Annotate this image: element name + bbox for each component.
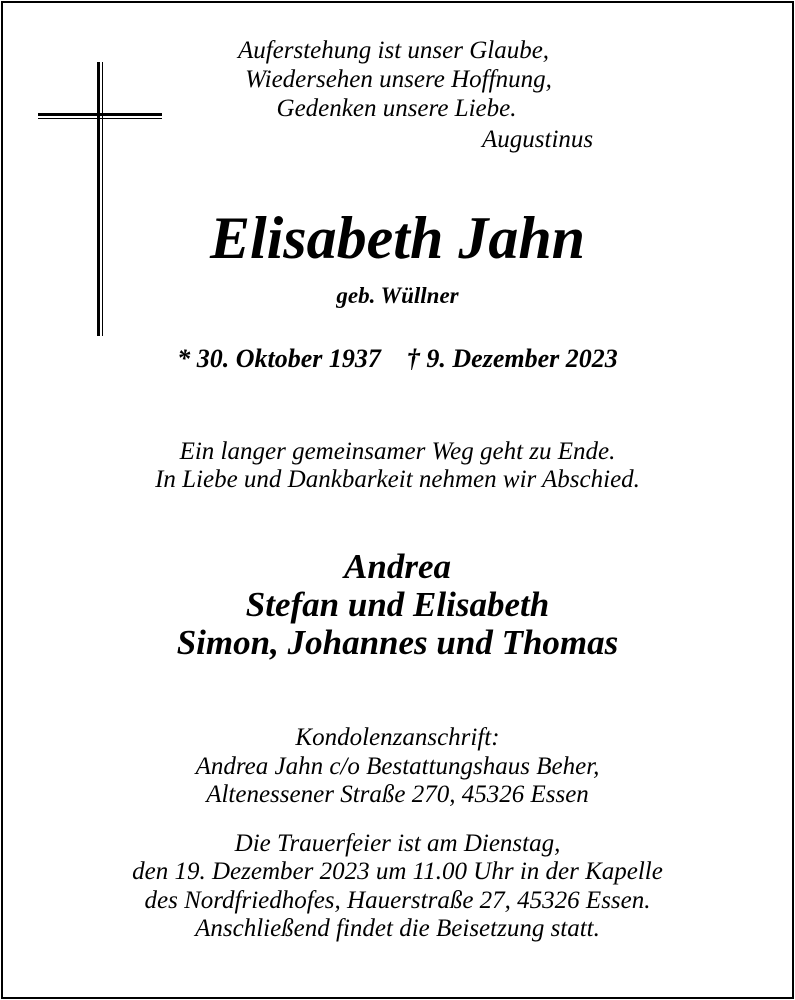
funeral-line-1: Die Trauerfeier ist am Dienstag, bbox=[234, 830, 561, 857]
birth-date: * 30. Oktober 1937 bbox=[177, 344, 381, 373]
family-line-1: Andrea bbox=[344, 547, 451, 586]
funeral-line-2: den 19. Dezember 2023 um 11.00 Uhr in der Kapelle bbox=[132, 858, 663, 885]
condolence-heading: Kondolenzanschrift: bbox=[295, 724, 500, 751]
quote-author: Augustinus bbox=[482, 126, 594, 153]
condolence-address-1: Andrea Jahn c/o Bestattungshaus Beher, bbox=[195, 753, 600, 780]
quote-line-3: Gedenken unsere Liebe. bbox=[276, 95, 517, 122]
deceased-name: Elisabeth Jahn bbox=[209, 205, 586, 271]
life-dates bbox=[0, 344, 795, 374]
funeral-line-3: des Nordfriedhofes, Hauerstraße 27, 45326 Essen. bbox=[144, 887, 651, 914]
farewell-line-1: Ein langer gemeinsamer Weg geht zu Ende. bbox=[179, 438, 616, 465]
family-line-3: Simon, Johannes und Thomas bbox=[176, 623, 619, 662]
farewell-line-2: In Liebe und Dankbarkeit nehmen wir Abschied. bbox=[155, 466, 640, 493]
family-line-2: Stefan und Elisabeth bbox=[245, 585, 550, 624]
quote-line-1: Auferstehung ist unser Glaube, bbox=[237, 37, 550, 64]
death-date: † 9. Dezember 2023 bbox=[406, 344, 618, 373]
birth-name: geb. Wüllner bbox=[336, 283, 459, 308]
funeral-line-4: Anschließend findet die Beisetzung statt. bbox=[195, 915, 600, 942]
condolence-address-2: Altenessener Straße 270, 45326 Essen bbox=[206, 781, 589, 808]
quote-line-2: Wiedersehen unsere Hoffnung, bbox=[245, 66, 552, 93]
